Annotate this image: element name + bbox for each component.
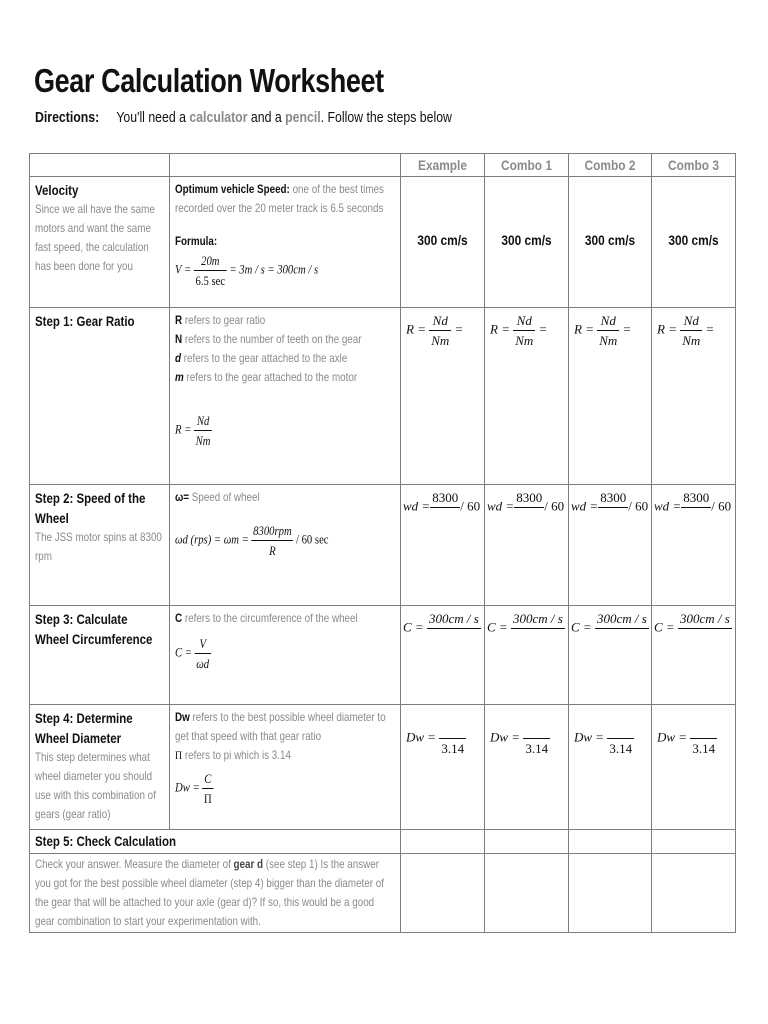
step5-combo2[interactable] (569, 854, 652, 933)
step5-text: Check your answer. Measure the diameter of gear d (see step 1) Is the answer you got for the best possible wheel diameter (step 4) bigger than the diameter of the gear that will be attached to your axle (gear d)? If so, this would be a good gear combination to start your experimentation with. (35, 857, 384, 928)
step2-desc-cell: ω= Speed of wheel ωd (rps) = ωm = $\frac{\text{8300rpm}}{R}$ / 60 sec (170, 485, 401, 606)
step4-title: Step 4: Determine Wheel Diameter (35, 710, 133, 746)
step1-example: R = $\frac{Nd}{Nm}$ = (401, 308, 485, 485)
step2-example: wd = 8300 / 60 (401, 485, 485, 606)
step3-combo3: C = 300cm / s (652, 606, 736, 705)
step1-label-cell (30, 308, 170, 485)
col-header-combo3: Combo 3 (652, 154, 736, 177)
velocity-combo3: 300 cm/s (652, 177, 736, 308)
pencil-word: pencil (285, 109, 321, 126)
step2-combo1: wd = 8300 / 60 (485, 485, 569, 606)
velocity-label-cell (30, 177, 170, 308)
step3-label-cell (30, 606, 170, 705)
step2-title: Step 2: Speed of the Wheel (35, 490, 146, 526)
step4-row (30, 705, 736, 830)
col-header-combo1: Combo 1 (485, 154, 569, 177)
step5-blank-example (401, 830, 485, 854)
diameter-formula: Dw = $\frac{C}{\Pi}$ (175, 771, 212, 806)
header-empty-1 (30, 154, 170, 177)
step5-title: Step 5: Check Calculation (35, 833, 176, 849)
step3-example: C = 300cm / s (401, 606, 485, 705)
directions: Directions: You'll need a calculator and a pencil. Follow the steps below (35, 109, 452, 126)
step1-combo3: R = $\frac{Nd}{Nm}$ = (652, 308, 736, 485)
velocity-row (30, 177, 736, 308)
step4-combo3: Dw = 3.14 (652, 705, 736, 830)
formula-label: Formula: (175, 234, 218, 248)
col-header-example: Example (401, 154, 485, 177)
step5-blank-combo1 (485, 830, 569, 854)
step3-combo2: C = 300cm / s (569, 606, 652, 705)
step1-combo1: R = $\frac{Nd}{Nm}$ = (485, 308, 569, 485)
velocity-combo2: 300 cm/s (569, 177, 652, 308)
gear-ratio-formula: R = $\frac{Nd}{Nm}$ (175, 413, 211, 448)
circumference-formula: C = $\frac{V}{\omega d}$ (175, 636, 210, 671)
step2-label-cell (30, 485, 170, 606)
step3-title: Step 3: Calculate Wheel Circumference (35, 611, 153, 647)
step2-note: The JSS motor spins at 8300 rpm (35, 530, 162, 563)
velocity-note: Since we all have the same motors and want the same fast speed, the calculation has been done for you (35, 202, 155, 273)
step1-combo2: R = $\frac{Nd}{Nm}$ = (569, 308, 652, 485)
velocity-desc-cell: Optimum vehicle Speed: one of the best times recorded over the 20 meter track is 6.5 seconds Formula: V = $\frac{20m}{6.5 \sec}$ = 3m / s = 300cm / s (170, 177, 401, 308)
step2-combo3: wd = 8300 / 60 (652, 485, 736, 606)
directions-label: Directions: (35, 109, 100, 126)
step5-title-row (30, 830, 736, 854)
step5-example[interactable] (401, 854, 485, 933)
step4-label-cell (30, 705, 170, 830)
step3-row (30, 606, 736, 705)
step4-example: Dw = 3.14 (401, 705, 485, 830)
step4-combo1: Dw = 3.14 (485, 705, 569, 830)
step1-title: Step 1: Gear Ratio (35, 313, 135, 329)
step5-text-cell (30, 854, 401, 933)
step5-blank-combo3 (652, 830, 736, 854)
worksheet-table (29, 153, 736, 933)
step5-combo3[interactable] (652, 854, 736, 933)
velocity-title: Velocity (35, 182, 79, 198)
step4-note: This step determines what wheel diameter you should use with this combination of gears (gear ratio) (35, 750, 156, 821)
wheel-speed-formula: ωd (rps) = ωm = $\frac{\text{8300rpm}}{R}$ / 60 sec (175, 523, 329, 558)
calculator-word: calculator (189, 109, 248, 126)
step4-combo2: Dw = 3.14 (569, 705, 652, 830)
step5-body-row (30, 854, 736, 933)
step2-combo2: wd = 8300 / 60 (569, 485, 652, 606)
velocity-example: 300 cm/s (401, 177, 485, 308)
col-header-combo2: Combo 2 (569, 154, 652, 177)
step3-desc-cell: C refers to the circumference of the wheel C = $\frac{V}{\omega d}$ (170, 606, 401, 705)
step4-desc-cell: Dw refers to the best possible wheel diameter to get that speed with that gear ratio Π refers to pi which is 3.14 Dw = $\frac{C}{\Pi}$ (170, 705, 401, 830)
header-row (30, 154, 736, 177)
page-title: Gear Calculation Worksheet (34, 62, 384, 99)
header-empty-2 (170, 154, 401, 177)
velocity-combo1: 300 cm/s (485, 177, 569, 308)
step2-row (30, 485, 736, 606)
step1-desc-cell: R refers to gear ratio N refers to the number of teeth on the gear d refers to the gear attached to the axle m refers to the gear attached to the motor R = $\frac{Nd}{Nm}$ (170, 308, 401, 485)
step5-blank-combo2 (569, 830, 652, 854)
step1-row (30, 308, 736, 485)
step5-title-cell (30, 830, 401, 854)
step3-combo1: C = 300cm / s (485, 606, 569, 705)
velocity-formula: V = $\frac{20m}{6.5 \sec}$ = 3m / s = 300cm / s (175, 253, 319, 288)
step5-combo1[interactable] (485, 854, 569, 933)
